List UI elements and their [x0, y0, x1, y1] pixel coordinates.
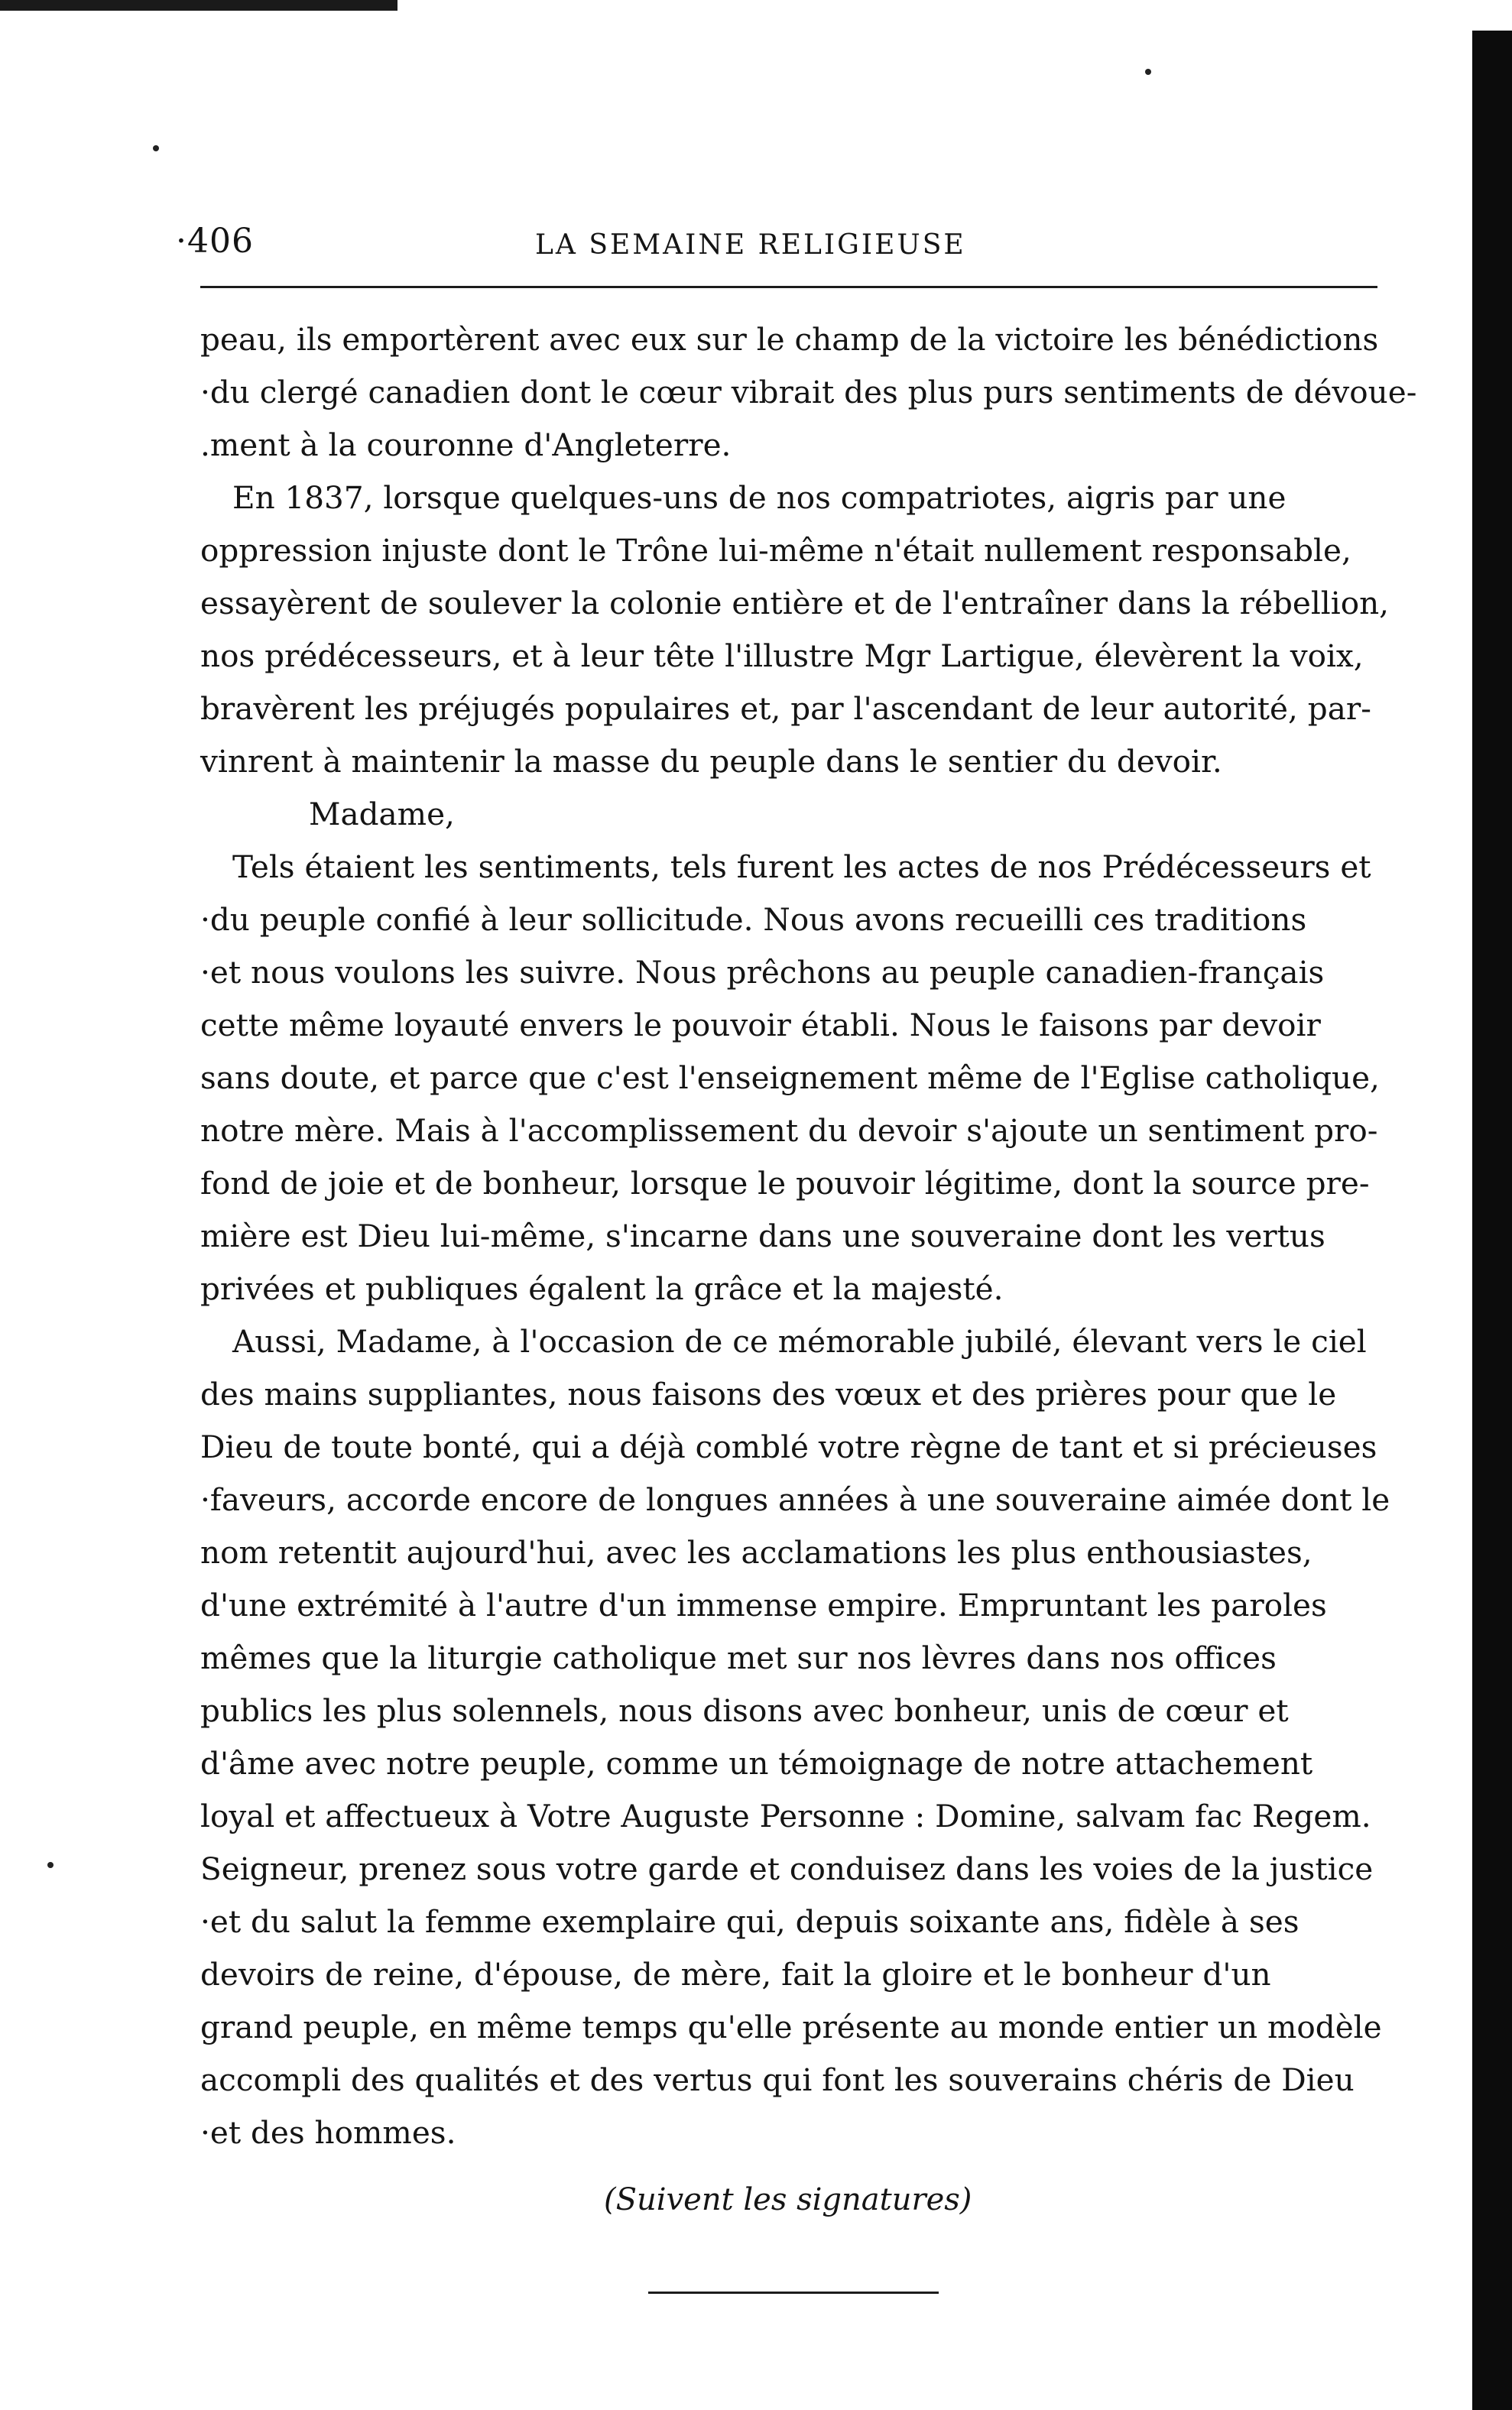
page-header — [176, 222, 1368, 268]
text-line: des mains suppliantes, nous faisons des vœux et des prières pour que le — [200, 1376, 1337, 1413]
scan-border-right — [1472, 31, 1512, 2410]
text-line: loyal et affectueux à Votre Auguste Personne : Domine, salvam fac Regem. — [200, 1798, 1371, 1834]
text-line: Aussi, Madame, à l'occasion de ce mémorable jubilé, élevant vers le ciel — [232, 1323, 1367, 1360]
text-line: d'une extrémité à l'autre d'un immense empire. Empruntant les paroles — [200, 1587, 1327, 1623]
body-text — [200, 313, 1417, 2159]
scan-speck — [47, 1862, 54, 1868]
text-line: nom retentit aujourd'hui, avec les acclamations les plus enthousiastes, — [200, 1534, 1312, 1571]
text-line: vinrent à maintenir la masse du peuple dans le sentier du devoir. — [200, 743, 1222, 780]
text-line: grand peuple, en même temps qu'elle présente au monde entier un modèle — [200, 2009, 1382, 2045]
text-line: Dieu de toute bonté, qui a déjà comblé votre règne de tant et si précieuses — [200, 1429, 1377, 1465]
scan-speck — [1145, 69, 1151, 75]
text-line: fond de joie et de bonheur, lorsque le pouvoir légitime, dont la source pre- — [200, 1165, 1370, 1202]
text-line: En 1837, lorsque quelques-uns de nos compatriotes, aigris par une — [232, 479, 1286, 516]
text-line: accompli des qualités et des vertus qui font les souverains chéris de Dieu — [200, 2061, 1355, 2098]
text-line: devoirs de reine, d'épouse, de mère, fait la gloire et le bonheur d'un — [200, 1956, 1271, 1993]
text-line: Tels étaient les sentiments, tels furent les actes de nos Prédécesseurs et — [232, 848, 1371, 885]
text-line: ·faveurs, accorde encore de longues années à une souveraine aimée dont le — [200, 1481, 1390, 1518]
text-line: sans doute, et parce que c'est l'enseignement même de l'Eglise catholique, — [200, 1059, 1380, 1096]
text-line: oppression injuste dont le Trône lui-même n'était nullement responsable, — [200, 532, 1351, 569]
text-line: mière est Dieu lui-même, s'incarne dans une souveraine dont les vertus — [200, 1218, 1325, 1254]
header-rule — [200, 286, 1377, 288]
text-line: ·du peuple confié à leur sollicitude. Nous avons recueilli ces traditions — [200, 901, 1307, 938]
text-line: Seigneur, prenez sous votre garde et conduisez dans les voies de la justice — [200, 1850, 1374, 1887]
text-line: nos prédécesseurs, et à leur tête l'illustre Mgr Lartigue, élevèrent la voix, — [200, 637, 1364, 674]
text-line: privées et publiques égalent la grâce et la majesté. — [200, 1270, 1004, 1307]
scan-speck — [153, 145, 159, 151]
text-line: ·et du salut la femme exemplaire qui, depuis soixante ans, fidèle à ses — [200, 1903, 1299, 1940]
salutation: Madame, — [309, 796, 455, 832]
text-line: cette même loyauté envers le pouvoir établi. Nous le faisons par devoir — [200, 1007, 1321, 1043]
page-number: ·406 — [176, 222, 254, 261]
text-line: ·du clergé canadien dont le cœur vibrait des plus purs sentiments de dévoue- — [200, 374, 1417, 410]
text-line: publics les plus solennels, nous disons avec bonheur, unis de cœur et — [200, 1692, 1289, 1729]
text-line: .ment à la couronne d'Angleterre. — [200, 427, 732, 463]
text-line: ·et nous voulons les suivre. Nous prêchons au peuple canadien-français — [200, 954, 1325, 991]
end-rule — [648, 2292, 939, 2294]
running-head: LA SEMAINE RELIGIEUSE — [535, 229, 966, 261]
text-line: notre mère. Mais à l'accomplissement du devoir s'ajoute un sentiment pro- — [200, 1112, 1378, 1149]
text-line: d'âme avec notre peuple, comme un témoignage de notre attachement — [200, 1745, 1313, 1782]
text-line: peau, ils emportèrent avec eux sur le champ de la victoire les bénédictions — [200, 321, 1379, 358]
signatures-note: (Suivent les signatures) — [604, 2182, 972, 2217]
scan-edge-mark — [0, 0, 397, 11]
text-line: ·et des hommes. — [200, 2114, 456, 2151]
text-line: bravèrent les préjugés populaires et, par l'ascendant de leur autorité, par- — [200, 690, 1371, 727]
text-line: essayèrent de soulever la colonie entière et de l'entraîner dans la rébellion, — [200, 585, 1390, 621]
text-line: mêmes que la liturgie catholique met sur nos lèvres dans nos offices — [200, 1640, 1277, 1676]
